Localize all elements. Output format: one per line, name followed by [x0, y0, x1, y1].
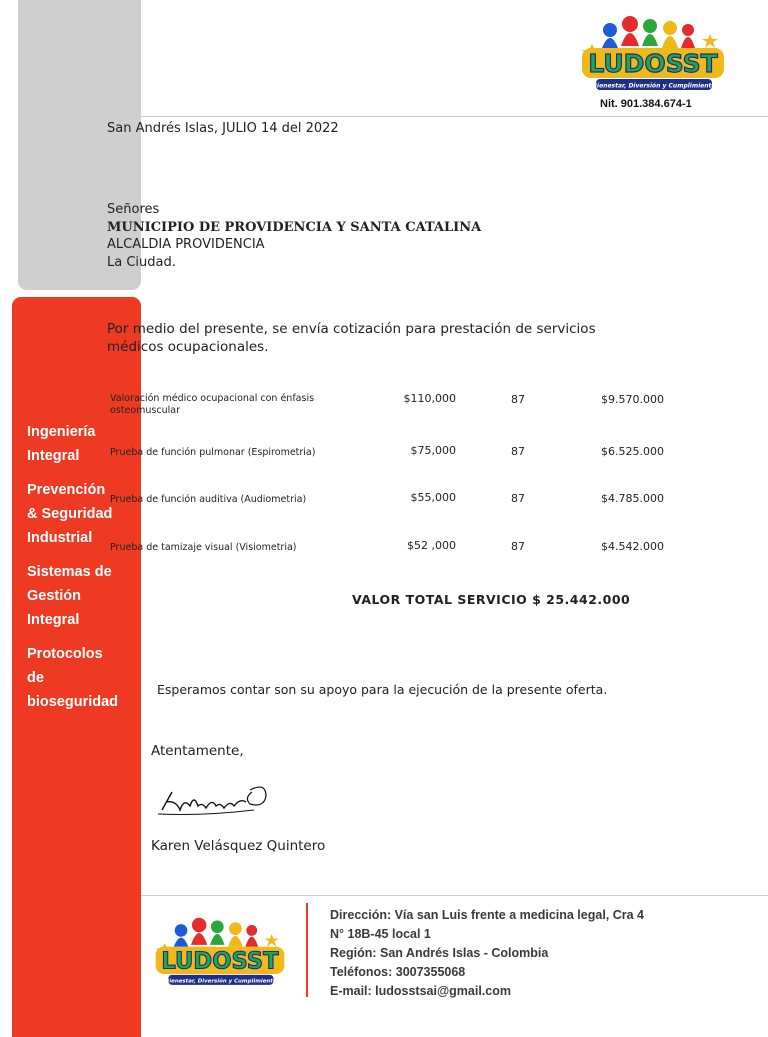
recipient-city: La Ciudad.	[107, 254, 176, 270]
logo-wordmark: LUDOSST	[588, 49, 718, 78]
footer-email: E-mail: ludosstsai@gmail.com	[330, 984, 511, 998]
sidebar-item-ingenieria: Ingeniería Integral	[27, 424, 96, 464]
quote-row-description: Valoración médico ocupacional con énfasis osteomuscular	[110, 393, 315, 416]
footer-red-divider	[306, 903, 308, 997]
quote-row	[108, 393, 668, 423]
header-divider	[141, 116, 768, 117]
footer-phones: Teléfonos: 3007355068	[330, 965, 466, 979]
quote-row-price: $55,000	[410, 491, 456, 504]
quote-row-quantity: 87	[511, 492, 525, 505]
handwritten-signature	[154, 776, 274, 824]
quote-row-description: Prueba de función auditiva (Audiometria)	[110, 494, 307, 505]
recipient-office: ALCALDIA PROVIDENCIA	[107, 237, 265, 252]
quote-row-price: $52 ,000	[407, 539, 456, 552]
quote-row	[108, 492, 668, 522]
intro-paragraph: Por medio del presente, se envía cotización para prestación de servicios médicos ocupacionales.	[107, 321, 596, 355]
quote-row	[108, 445, 668, 475]
quote-row-total: $6.525.000	[601, 445, 664, 458]
logo-tagline: Bienestar, Diversión y Cumplimiento	[592, 82, 716, 90]
sidebar-item-prevencion: Prevención & Seguridad Industrial	[27, 482, 113, 546]
quote-row-description: Prueba de función pulmonar (Espirometria)	[110, 447, 316, 458]
letter-date: San Andrés Islas, JULIO 14 del 2022	[107, 121, 339, 136]
footer-logo-wordmark: LUDOSST	[161, 948, 279, 975]
footer-address-local: N° 18B-45 local 1	[330, 927, 431, 941]
quote-row	[108, 540, 668, 570]
recipient-block	[107, 201, 481, 271]
footer-region: Región: San Andrés Islas - Colombia	[330, 946, 549, 960]
signer-name: Karen Velásquez Quintero	[151, 838, 326, 854]
company-nit: Nit. 901.384.674-1	[600, 98, 692, 110]
quote-row-price: $75,000	[410, 444, 456, 457]
regards: Atentamente,	[151, 743, 244, 759]
footer-contact-info	[330, 906, 644, 1001]
quote-row-total: $4.785.000	[601, 492, 664, 505]
quote-row-description: Prueba de tamizaje visual (Visiometria)	[110, 542, 297, 553]
quote-row-total: $4.542.000	[601, 540, 664, 553]
footer-address: Dirección: Vía san Luis frente a medicina legal, Cra 4	[330, 908, 645, 922]
quote-row-price: $110,000	[403, 392, 456, 405]
sidebar-item-sistemas: Sistemas de Gestión Integral	[27, 564, 112, 628]
quote-row-quantity: 87	[511, 393, 525, 406]
quote-row-quantity: 87	[511, 540, 525, 553]
quote-row-total: $9.570.000	[601, 393, 664, 406]
closing-sentence: Esperamos contar son su apoyo para la ejecución de la presente oferta.	[157, 682, 608, 697]
sidebar-item-protocolos: Protocolos de bioseguridad	[27, 646, 119, 710]
footer-divider-line	[141, 895, 768, 896]
quote-row-quantity: 87	[511, 445, 525, 458]
salutation: Señores	[107, 202, 160, 217]
footer-logo-tagline: Bienestar, Diversión y Cumplimiento	[165, 978, 277, 985]
recipient-name: MUNICIPIO DE PROVIDENCIA Y SANTA CATALINA	[107, 219, 482, 235]
company-logo	[578, 14, 728, 98]
footer-company-logo	[152, 914, 288, 994]
total-service-value: VALOR TOTAL SERVICIO $ 25.442.000	[352, 592, 631, 607]
